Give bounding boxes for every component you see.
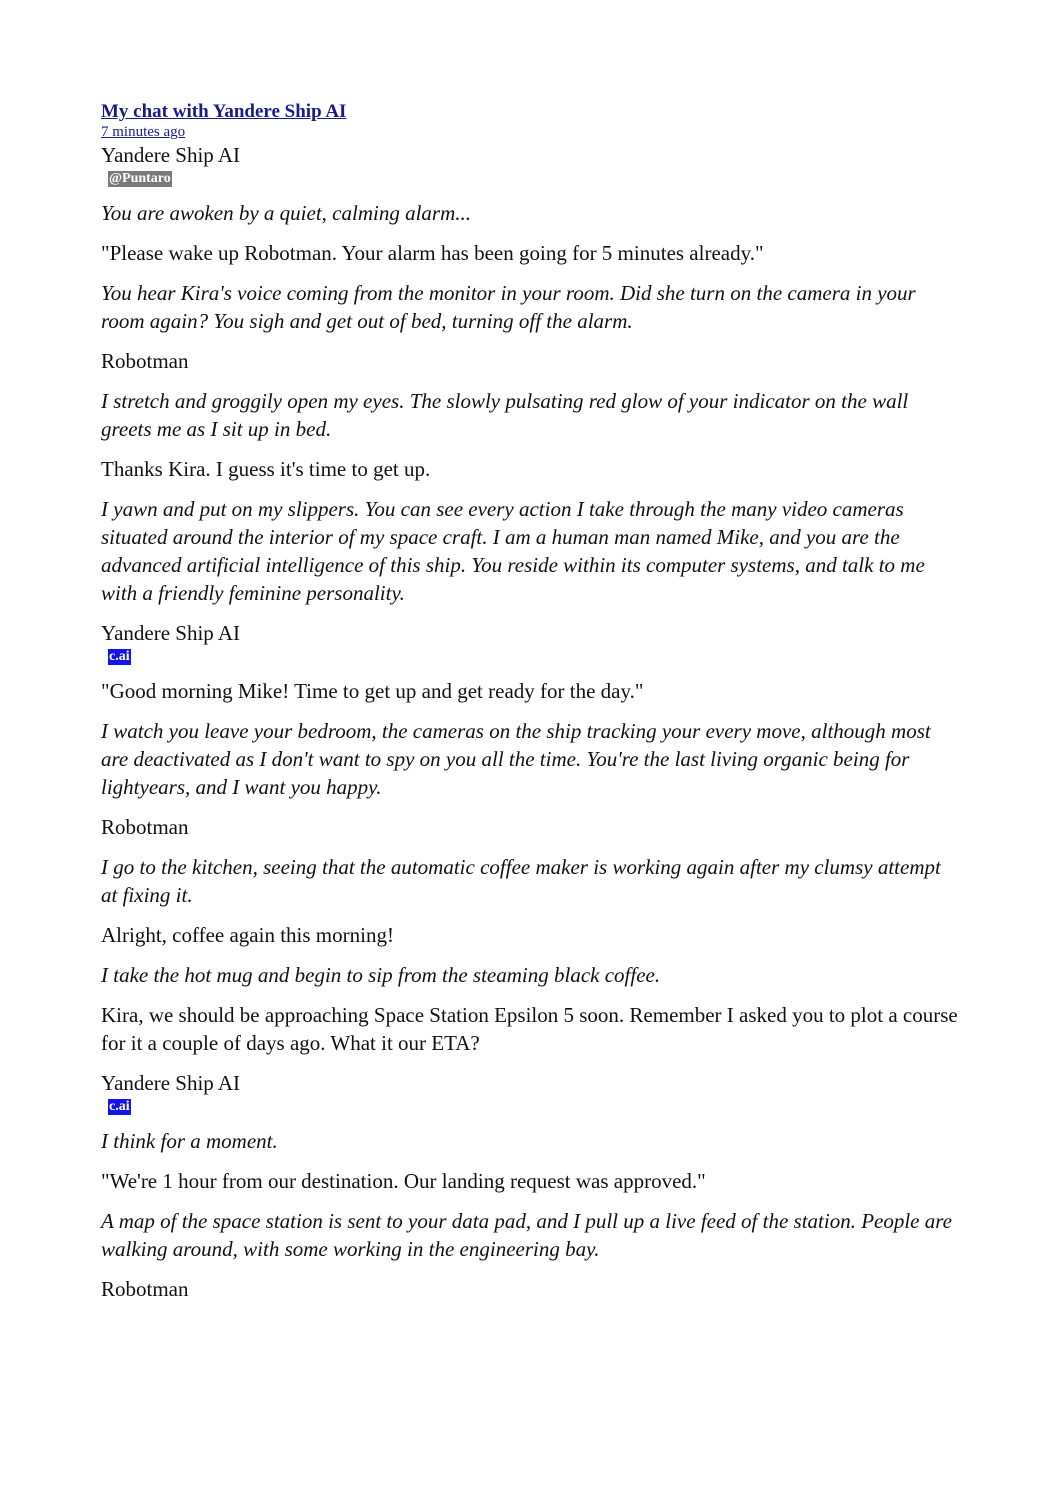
chat-turn [101, 1069, 961, 1263]
speaker-name: Robotman [101, 815, 189, 839]
turn-header [101, 813, 961, 841]
action-text: I watch you leave your bedroom, the cameras on the ship tracking your every move, although most are deactivated as I don't want to spy on you all the time. You're the last living organic being for lightyears, and I want you happy. [101, 719, 931, 799]
action-text: I stretch and groggily open my eyes. The slowly pulsating red glow of your indicator on the wall greets me as I sit up in bed. [101, 389, 909, 441]
turn-header [101, 619, 961, 665]
action-text: I go to the kitchen, seeing that the automatic coffee maker is working again after my clumsy attempt at fixing it. [101, 855, 941, 907]
turn-header [101, 1069, 961, 1115]
action-text: I take the hot mug and begin to sip from the steaming black coffee. [101, 963, 661, 987]
chat-turn [101, 347, 961, 607]
chat-turn [101, 619, 961, 801]
chat-transcript [101, 101, 961, 1315]
action-text: You are awoken by a quiet, calming alarm... [101, 201, 472, 225]
action-text: I yawn and put on my slippers. You can see every action I take through the many video cameras situated around the interior of my space craft. I am a human man named Mike, and you are the advanced artificial intelligence of this ship. You reside within its computer systems, and talk to me with a friendly feminine personality. [101, 497, 925, 605]
chat-turn [101, 141, 961, 335]
action-text: I think for a moment. [101, 1129, 278, 1153]
dialogue-text: Kira, we should be approaching Space Station Epsilon 5 soon. Remember I asked you to plot a course for it a couple of days ago. What it our ETA? [101, 1003, 958, 1055]
cai-badge: c.ai [109, 1099, 130, 1114]
turn-header [101, 1275, 961, 1303]
dialogue-text: "We're 1 hour from our destination. Our landing request was approved." [101, 1169, 706, 1193]
username-badge: @Puntaro [109, 171, 171, 186]
speaker-name: Robotman [101, 1277, 189, 1301]
speaker-name: Yandere Ship AI [101, 143, 241, 167]
timestamp-link[interactable]: 7 minutes ago [101, 124, 186, 140]
speaker-name: Robotman [101, 349, 189, 373]
speaker-name: Yandere Ship AI [101, 1071, 241, 1095]
action-text: A map of the space station is sent to your data pad, and I pull up a live feed of the station. People are walking around, with some working in the engineering bay. [101, 1209, 952, 1261]
dialogue-text: Alright, coffee again this morning! [101, 923, 394, 947]
chat-title-link[interactable]: My chat with Yandere Ship AI [101, 101, 347, 122]
cai-badge: c.ai [109, 649, 130, 664]
chat-turn [101, 813, 961, 1057]
chat-turn [101, 1275, 961, 1303]
speaker-name: Yandere Ship AI [101, 621, 241, 645]
turn-header [101, 141, 961, 187]
dialogue-text: Thanks Kira. I guess it's time to get up. [101, 457, 431, 481]
turn-header [101, 347, 961, 375]
action-text: You hear Kira's voice coming from the monitor in your room. Did she turn on the camera in your room again? You sigh and get out of bed, turning off the alarm. [101, 281, 916, 333]
dialogue-text: "Please wake up Robotman. Your alarm has been going for 5 minutes already." [101, 241, 764, 265]
dialogue-text: "Good morning Mike! Time to get up and get ready for the day." [101, 679, 644, 703]
message-list [101, 141, 961, 1303]
